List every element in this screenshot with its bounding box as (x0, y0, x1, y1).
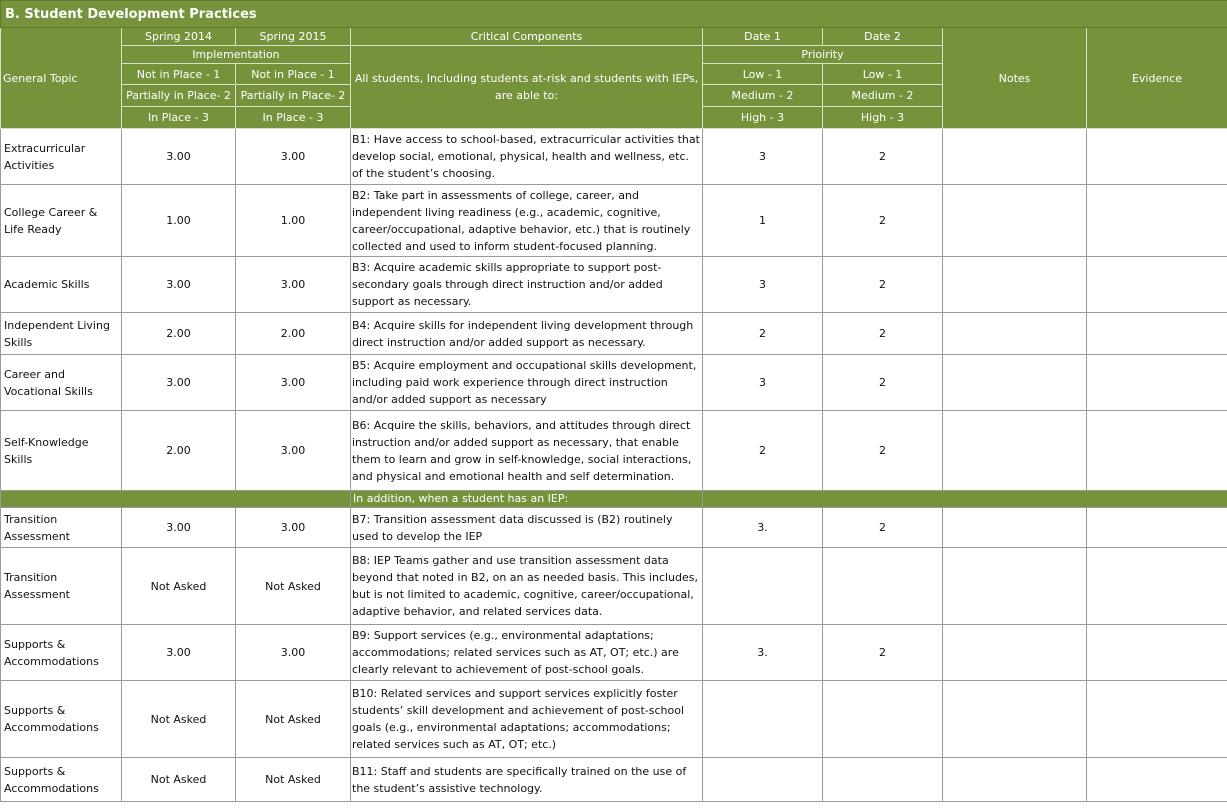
row-spring-2015: Not Asked (236, 548, 351, 625)
legend-not-in-place-2015: Not in Place - 1 (236, 64, 351, 85)
row-evidence (1087, 758, 1227, 802)
row-notes (943, 625, 1087, 681)
row-spring-2015: Not Asked (236, 681, 351, 758)
row-critical-component: B3: Acquire academic skills appropriate to support post-secondary goals through direct instruction and/or added support as necessary. (351, 257, 703, 313)
header-critical-subtitle: All students, Including students at-risk and students with IEPs, are able to: (351, 46, 703, 129)
header-spring-2015: Spring 2015 (236, 28, 351, 46)
row-evidence (1087, 508, 1227, 548)
header-date-1: Date 1 (703, 28, 823, 46)
row-critical-component: B8: IEP Teams gather and use transition assessment data beyond that noted in B2, on an as needed basis. This includes, but is not limited to academic, cognitive, career/occupational, adaptive behavior, and related services data. (351, 548, 703, 625)
row-spring-2015: 3.00 (236, 355, 351, 411)
row-spring-2014: 3.00 (122, 355, 236, 411)
row-date-1: 2 (703, 313, 823, 355)
row-notes (943, 548, 1087, 625)
row-date-2: 2 (823, 129, 943, 185)
row-topic: Self-Knowledge Skills (1, 411, 122, 491)
row-notes (943, 185, 1087, 257)
legend-partially-2015: Partially in Place- 2 (236, 85, 351, 107)
row-date-1 (703, 758, 823, 802)
row-spring-2015: 3.00 (236, 257, 351, 313)
row-topic: Career and Vocational Skills (1, 355, 122, 411)
iep-band-label: In addition, when a student has an IEP: (351, 491, 703, 508)
row-spring-2015: 3.00 (236, 411, 351, 491)
row-spring-2015: 3.00 (236, 625, 351, 681)
row-spring-2014: Not Asked (122, 548, 236, 625)
table-row (1, 681, 1227, 758)
row-date-2 (823, 758, 943, 802)
row-date-2 (823, 681, 943, 758)
legend-in-place-2014: In Place - 3 (122, 107, 236, 129)
table-row (1, 411, 1227, 491)
row-critical-component: B9: Support services (e.g., environmental adaptations; accommodations; related services such as AT, OT; etc.) are clearly relevant to achievement of post-school goals. (351, 625, 703, 681)
legend-not-in-place-2014: Not in Place - 1 (122, 64, 236, 85)
row-spring-2015: 3.00 (236, 129, 351, 185)
row-notes (943, 508, 1087, 548)
table-row (1, 313, 1227, 355)
row-date-1: 3. (703, 508, 823, 548)
row-topic: Extracurricular Activities (1, 129, 122, 185)
header-date-2: Date 2 (823, 28, 943, 46)
row-spring-2014: 1.00 (122, 185, 236, 257)
row-date-1: 1 (703, 185, 823, 257)
row-critical-component: B4: Acquire skills for independent living development through direct instruction and/or added support as necessary. (351, 313, 703, 355)
table-row (1, 548, 1227, 625)
row-date-1: 3 (703, 129, 823, 185)
section-title: B. Student Development Practices (1, 1, 1227, 28)
row-date-1 (703, 681, 823, 758)
row-critical-component: B6: Acquire the skills, behaviors, and attitudes through direct instruction and/or added support as necessary, that enable them to learn and grow in self-knowledge, social interactions, and physical and emotional health and self determination. (351, 411, 703, 491)
header-critical-components: Critical Components (351, 28, 703, 46)
row-date-2: 2 (823, 508, 943, 548)
header-spring-2014: Spring 2014 (122, 28, 236, 46)
header-priority: Prioirity (703, 46, 943, 64)
header-evidence: Evidence (1087, 28, 1227, 129)
row-spring-2014: 3.00 (122, 625, 236, 681)
row-topic: Supports & Accommodations (1, 625, 122, 681)
row-date-1: 3. (703, 625, 823, 681)
row-date-1: 2 (703, 411, 823, 491)
table-row (1, 185, 1227, 257)
row-date-2: 2 (823, 625, 943, 681)
legend-low-date2: Low - 1 (823, 64, 943, 85)
legend-high-date1: High - 3 (703, 107, 823, 129)
legend-medium-date2: Medium - 2 (823, 85, 943, 107)
row-topic: Supports & Accommodations (1, 681, 122, 758)
row-date-2: 2 (823, 257, 943, 313)
table-row (1, 129, 1227, 185)
header-notes: Notes (943, 28, 1087, 129)
row-evidence (1087, 625, 1227, 681)
row-evidence (1087, 548, 1227, 625)
row-spring-2015: 2.00 (236, 313, 351, 355)
row-critical-component: B10: Related services and support services explicitly foster students’ skill development and achievement of post-school goals (e.g., environmental adaptations; accommodations; related services such as AT, OT; etc.) (351, 681, 703, 758)
row-notes (943, 758, 1087, 802)
row-date-2: 2 (823, 313, 943, 355)
row-date-2: 2 (823, 185, 943, 257)
row-spring-2014: 3.00 (122, 257, 236, 313)
legend-in-place-2015: In Place - 3 (236, 107, 351, 129)
table-row (1, 355, 1227, 411)
row-notes (943, 681, 1087, 758)
row-evidence (1087, 355, 1227, 411)
row-spring-2015: 3.00 (236, 508, 351, 548)
row-evidence (1087, 411, 1227, 491)
row-spring-2014: Not Asked (122, 681, 236, 758)
table-row (1, 257, 1227, 313)
legend-partially-2014: Partially in Place- 2 (122, 85, 236, 107)
row-spring-2014: 3.00 (122, 129, 236, 185)
row-critical-component: B11: Staff and students are specifically trained on the use of the student’s assistive technology. (351, 758, 703, 802)
table-row (1, 508, 1227, 548)
row-spring-2014: 3.00 (122, 508, 236, 548)
row-topic: College Career & Life Ready (1, 185, 122, 257)
row-evidence (1087, 681, 1227, 758)
row-evidence (1087, 129, 1227, 185)
row-topic: Transition Assessment (1, 508, 122, 548)
legend-low-date1: Low - 1 (703, 64, 823, 85)
row-topic: Supports & Accommodations (1, 758, 122, 802)
row-spring-2014: Not Asked (122, 758, 236, 802)
row-notes (943, 257, 1087, 313)
row-notes (943, 411, 1087, 491)
row-topic: Academic Skills (1, 257, 122, 313)
row-evidence (1087, 185, 1227, 257)
row-notes (943, 129, 1087, 185)
row-notes (943, 355, 1087, 411)
row-spring-2015: 1.00 (236, 185, 351, 257)
table-row (1, 625, 1227, 681)
row-date-1: 3 (703, 355, 823, 411)
row-evidence (1087, 313, 1227, 355)
row-date-1: 3 (703, 257, 823, 313)
row-notes (943, 313, 1087, 355)
row-spring-2014: 2.00 (122, 313, 236, 355)
row-critical-component: B2: Take part in assessments of college, career, and independent living readiness (e.g., academic, cognitive, career/occupational, adaptive behavior, etc.) that is routinely collected and used to inform student-focused planning. (351, 185, 703, 257)
legend-medium-date1: Medium - 2 (703, 85, 823, 107)
row-critical-component: B1: Have access to school-based, extracurricular activities that develop social, emotional, physical, health and wellness, etc. of the student’s choosing. (351, 129, 703, 185)
row-topic: Independent Living Skills (1, 313, 122, 355)
iep-band-row (1, 491, 1227, 508)
row-date-2: 2 (823, 355, 943, 411)
row-spring-2015: Not Asked (236, 758, 351, 802)
row-date-1 (703, 548, 823, 625)
row-evidence (1087, 257, 1227, 313)
row-topic: Transition Assessment (1, 548, 122, 625)
header-general-topic: General Topic (1, 28, 122, 129)
header-implementation: Implementation (122, 46, 351, 64)
row-critical-component: B5: Acquire employment and occupational skills development, including paid work experience through direct instruction and/or added support as necessary (351, 355, 703, 411)
row-date-2 (823, 548, 943, 625)
row-spring-2014: 2.00 (122, 411, 236, 491)
row-critical-component: B7: Transition assessment data discussed is (B2) routinely used to develop the IEP (351, 508, 703, 548)
legend-high-date2: High - 3 (823, 107, 943, 129)
table-row (1, 758, 1227, 802)
row-date-2: 2 (823, 411, 943, 491)
